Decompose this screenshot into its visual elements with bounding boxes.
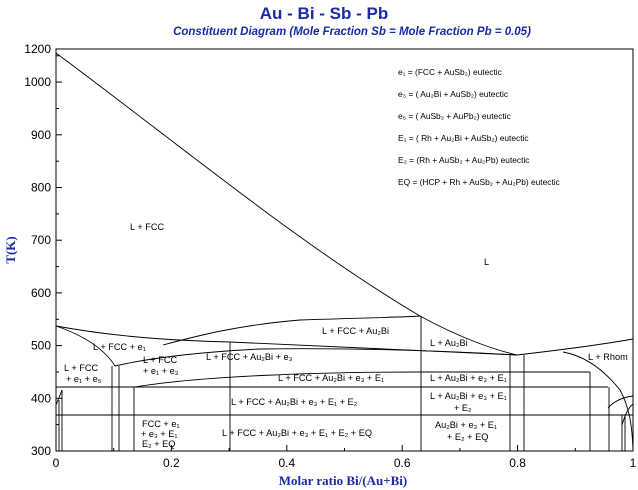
region-label: L + Au₂Bi + e₃ + E₁ [430, 391, 507, 401]
region-label: L + Au₂Bi + e₃ + E₁ [430, 373, 507, 383]
legend-entry: EQ = (HCP + Rh + AuSb₂ + Au₂Pb) eutectic [398, 177, 560, 187]
y-tick-label: 600 [30, 285, 51, 300]
y-tick-label: 1000 [24, 75, 51, 90]
x-tick-label: 0 [52, 456, 60, 470]
region-label: E₂ + EQ [142, 439, 176, 449]
x-tick-label: 0.8 [509, 456, 526, 470]
plot-frame [56, 49, 633, 451]
region-label: L [484, 257, 490, 267]
region-label: Au₂Bi + e₃ + E₁ [435, 420, 497, 430]
legend-entry: e₁ = (FCC + AuSb₂) eutectic [398, 67, 502, 77]
rhom-dome [563, 352, 633, 451]
region-label: L + FCC + Au₂Bi + e₃ + E₁ + E₂ [231, 397, 358, 407]
region-label: + e₃ + E₁ [141, 429, 178, 439]
y-axis-label: T(K) [3, 236, 18, 264]
region-label: L + FCC + Au₂Bi [322, 326, 390, 336]
x-tick-label: 0.4 [278, 456, 296, 470]
legend-entry: E₁ = ( Rh + Au₂Bi + AuSb₂) eutectic [398, 133, 529, 143]
region-label: FCC + e₁ [142, 419, 180, 429]
x-tick-label: 1 [629, 456, 637, 470]
diagram-title: Au - Bi - Sb - Pb [259, 4, 389, 23]
right-cusp [608, 396, 633, 408]
region-label: L + FCC + e₁ [93, 342, 146, 352]
region-label: + e₁ + e₃ [143, 366, 179, 376]
y-tick-label: 300 [30, 444, 51, 458]
region-label: L + FCC + Au₂Bi + e₃ + E₁ + E₂ + EQ [222, 428, 372, 438]
e1-boundary-upper [56, 326, 230, 342]
region-label: L + Rhom [588, 352, 628, 362]
y-tick-label: 700 [30, 233, 51, 248]
tick-marks [56, 56, 633, 451]
legend-entry: E₂ = (Rh + AuSb₂ + Au₂Pb) eutectic [398, 155, 530, 165]
x-axis-label: Molar ratio Bi/(Au+Bi) [278, 473, 408, 488]
y-tick-label: 1200 [24, 42, 51, 56]
y-tick-label: 900 [30, 127, 51, 142]
region-label: L + FCC + Au₂Bi + e₃ [206, 352, 293, 362]
y-tick-label: 800 [30, 180, 51, 195]
region-label: + e₁ + e₅ [66, 374, 102, 384]
region-label: L + FCC + Au₂Bi + e₃ + E₁ [278, 373, 385, 383]
region-label: L + FCC [130, 222, 165, 232]
x-tick-label: 0.6 [393, 456, 411, 470]
diagram-subtitle: Constituent Diagram (Mole Fraction Sb = Mole Fraction Pb = 0.05) [173, 26, 531, 38]
y-tick-label: 500 [30, 338, 51, 353]
x-tick-label: 0.2 [163, 456, 180, 470]
region-label: L + FCC [64, 363, 99, 373]
region-label: + E₂ + EQ [447, 432, 489, 442]
phase-boundaries [56, 53, 633, 451]
legend-entry: e₅ = ( AuSb₂ + AuPb₂) eutectic [398, 111, 511, 121]
region-label: + E₂ [454, 403, 472, 413]
y-tick-label: 400 [30, 391, 51, 406]
region-label: L + Au₂Bi [430, 338, 468, 348]
region-label: L + FCC [143, 355, 178, 365]
legend-entry: e₃ = ( Au₂Bi + AuSb₂) eutectic [398, 89, 509, 99]
